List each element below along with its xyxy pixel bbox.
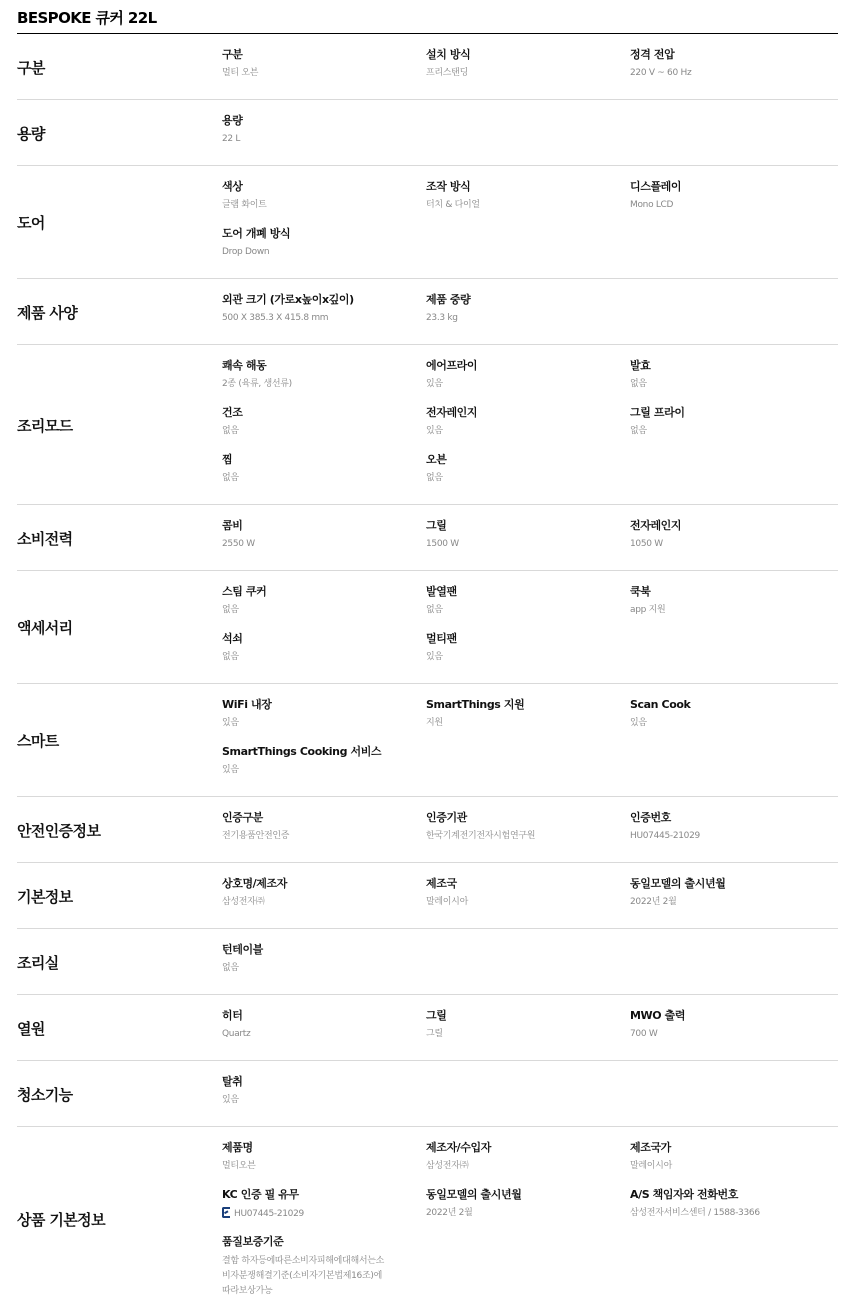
spec-item bbox=[630, 405, 825, 445]
spec-item bbox=[222, 631, 426, 671]
spec-item-value bbox=[222, 830, 426, 842]
spec-item-label: 용량 bbox=[222, 114, 243, 127]
spec-item-value bbox=[426, 67, 630, 79]
spec-item-value bbox=[222, 1207, 426, 1220]
spec-item-value-text: 500 X 385.3 X 415.8 mm bbox=[222, 313, 329, 323]
spec-item-value bbox=[426, 604, 630, 616]
spec-item-value-text: Drop Down bbox=[222, 247, 270, 257]
spec-item bbox=[426, 179, 630, 219]
spec-item bbox=[222, 1074, 426, 1114]
spec-item-value-text: 멀티오븐 bbox=[222, 1161, 256, 1171]
spec-item bbox=[630, 1140, 825, 1180]
spec-item-value bbox=[630, 1028, 825, 1040]
section-items bbox=[222, 179, 838, 266]
spec-item-label: 인증기관 bbox=[426, 811, 467, 824]
section-label: 제품 사양 bbox=[17, 303, 78, 322]
spec-item-value bbox=[426, 312, 630, 324]
spec-item-value-text: 삼성전자㈜ bbox=[426, 1161, 469, 1171]
spec-item bbox=[222, 518, 426, 558]
spec-item-value-text: 있음 bbox=[222, 718, 239, 728]
spec-item-label: 발효 bbox=[630, 359, 651, 372]
spec-item-label: 제조국 bbox=[426, 877, 457, 890]
spec-item bbox=[630, 358, 825, 398]
spec-item-value bbox=[222, 312, 426, 324]
spec-item-value-text: HU07445-21029 bbox=[630, 831, 700, 841]
spec-item-value bbox=[630, 1160, 825, 1172]
spec-item-value bbox=[222, 199, 426, 211]
spec-item-label: 탈취 bbox=[222, 1075, 243, 1088]
spec-table bbox=[17, 34, 838, 1311]
spec-item-value-text: 있음 bbox=[426, 426, 443, 436]
spec-item-value-text: 22 L bbox=[222, 134, 241, 144]
spec-item-label: 건조 bbox=[222, 406, 243, 419]
spec-item-value bbox=[630, 538, 825, 550]
spec-item bbox=[222, 226, 426, 266]
spec-section bbox=[17, 863, 838, 929]
spec-item-label: 쾌속 해동 bbox=[222, 359, 267, 372]
spec-item-value bbox=[630, 378, 825, 390]
spec-item bbox=[630, 1187, 825, 1227]
spec-item-value bbox=[630, 717, 825, 729]
spec-item-value-line: 따라보상가능 bbox=[222, 1286, 273, 1296]
spec-item-value-line: 비자분쟁해결기준(소비자기본법제16조)에 bbox=[222, 1271, 382, 1281]
spec-item-value bbox=[222, 133, 426, 145]
spec-item bbox=[630, 810, 825, 850]
spec-item-value bbox=[426, 1160, 630, 1172]
spec-item bbox=[222, 292, 426, 332]
spec-section bbox=[17, 505, 838, 571]
spec-section bbox=[17, 345, 838, 505]
spec-item-value-text: Mono LCD bbox=[630, 200, 674, 210]
spec-item bbox=[222, 876, 426, 916]
spec-item bbox=[222, 942, 426, 982]
spec-item-value-text: 700 W bbox=[630, 1029, 658, 1039]
spec-item-value bbox=[426, 830, 630, 842]
spec-section bbox=[17, 1127, 838, 1311]
spec-item bbox=[630, 876, 825, 916]
spec-item-label: 제조국가 bbox=[630, 1141, 671, 1154]
kc-mark-icon bbox=[222, 1207, 230, 1218]
spec-item-label: 설치 방식 bbox=[426, 48, 471, 61]
spec-item-label: 색상 bbox=[222, 180, 243, 193]
section-label: 소비전력 bbox=[17, 529, 73, 548]
spec-item-label: 그릴 bbox=[426, 1009, 447, 1022]
section-label: 열원 bbox=[17, 1019, 45, 1038]
spec-item bbox=[222, 810, 426, 850]
spec-item-label: 도어 개폐 방식 bbox=[222, 227, 291, 240]
spec-item-label: 에어프라이 bbox=[426, 359, 478, 372]
spec-item bbox=[222, 1234, 426, 1299]
section-label: 조리모드 bbox=[17, 416, 73, 435]
spec-item-value-text: Quartz bbox=[222, 1029, 251, 1039]
spec-item-label: SmartThings 지원 bbox=[426, 698, 525, 711]
section-label: 안전인증정보 bbox=[17, 821, 101, 840]
spec-item-value bbox=[222, 604, 426, 616]
section-items bbox=[222, 358, 838, 492]
spec-item-value bbox=[630, 1207, 825, 1219]
spec-item-value-text: 없음 bbox=[426, 605, 443, 615]
spec-item-label: A/S 책임자와 전화번호 bbox=[630, 1188, 738, 1201]
spec-item-value bbox=[426, 378, 630, 390]
spec-item-value bbox=[222, 764, 426, 776]
spec-item-value-line: 결함 하자등에따른소비자피해에대해서는소 bbox=[222, 1256, 385, 1266]
spec-item-label: 구분 bbox=[222, 48, 243, 61]
spec-item-label: 그릴 bbox=[426, 519, 447, 532]
spec-item-value-text: 1050 W bbox=[630, 539, 663, 549]
spec-item-value-text: 23.3 kg bbox=[426, 313, 458, 323]
section-label: 도어 bbox=[17, 214, 45, 232]
spec-item bbox=[426, 405, 630, 445]
section-items bbox=[222, 810, 838, 850]
spec-item-value bbox=[426, 425, 630, 437]
section-items bbox=[222, 113, 838, 153]
spec-item bbox=[426, 1140, 630, 1180]
spec-item-value bbox=[426, 1028, 630, 1040]
spec-item-value-text: 2022년 2월 bbox=[426, 1208, 473, 1218]
section-label: 기본정보 bbox=[17, 887, 73, 906]
spec-item-value bbox=[222, 717, 426, 729]
spec-item-value-text: 있음 bbox=[222, 1095, 239, 1105]
spec-section bbox=[17, 166, 838, 279]
spec-item bbox=[630, 179, 825, 219]
spec-item-value-text: 없음 bbox=[222, 963, 239, 973]
spec-item-value-text: 전기용품안전인증 bbox=[222, 831, 290, 841]
spec-item-value bbox=[426, 651, 630, 663]
spec-item-label: 동일모델의 출시년월 bbox=[630, 877, 726, 890]
spec-item-value-text: 말레이시아 bbox=[630, 1161, 672, 1171]
spec-item-label: SmartThings Cooking 서비스 bbox=[222, 745, 382, 758]
spec-item-value-text: 글램 화이트 bbox=[222, 200, 267, 210]
spec-item bbox=[426, 292, 630, 332]
spec-item-label: 콤비 bbox=[222, 519, 243, 532]
section-items bbox=[222, 292, 838, 332]
spec-item-label: 오븐 bbox=[426, 453, 447, 466]
spec-item bbox=[426, 518, 630, 558]
section-label: 조리실 bbox=[17, 953, 59, 972]
spec-item-label: 히터 bbox=[222, 1009, 243, 1022]
section-label: 액세서리 bbox=[17, 619, 73, 637]
spec-section bbox=[17, 929, 838, 995]
spec-item-value bbox=[222, 896, 426, 908]
spec-item-label: 품질보증기준 bbox=[222, 1235, 284, 1248]
spec-item-label: 그릴 프라이 bbox=[630, 406, 685, 419]
spec-item-value bbox=[222, 962, 426, 974]
spec-item bbox=[222, 452, 426, 492]
spec-item-label: 전자레인지 bbox=[426, 406, 478, 419]
spec-item-value-text: 프리스탠딩 bbox=[426, 68, 468, 78]
spec-item-value-text: 없음 bbox=[222, 426, 239, 436]
spec-item-value bbox=[426, 472, 630, 484]
spec-item-value-text: 있음 bbox=[222, 765, 239, 775]
spec-item-value-text: 없음 bbox=[630, 379, 647, 389]
spec-item-value-text: 없음 bbox=[222, 473, 239, 483]
spec-item-value-text: 없음 bbox=[222, 605, 239, 615]
section-label: 용량 bbox=[17, 124, 45, 143]
spec-section bbox=[17, 797, 838, 863]
spec-item-value-text: 없음 bbox=[426, 473, 443, 483]
spec-item-label: 턴테이블 bbox=[222, 943, 263, 956]
spec-item bbox=[630, 47, 825, 87]
spec-item-label: 전자레인지 bbox=[630, 519, 682, 532]
spec-item-label: 스팀 쿠커 bbox=[222, 585, 267, 598]
section-label: 구분 bbox=[17, 58, 45, 77]
spec-item-value bbox=[630, 199, 825, 211]
spec-item bbox=[222, 1008, 426, 1048]
spec-item bbox=[426, 452, 630, 492]
spec-item-value-text: 멀티 오븐 bbox=[222, 68, 259, 78]
spec-item bbox=[426, 584, 630, 624]
spec-item-value-text: app 지원 bbox=[630, 605, 666, 615]
spec-item-label: 쿡북 bbox=[630, 585, 651, 598]
spec-item-label: 인증구분 bbox=[222, 811, 263, 824]
spec-item bbox=[426, 1008, 630, 1048]
spec-item-label: 디스플레이 bbox=[630, 180, 682, 193]
spec-item-label: 정격 전압 bbox=[630, 48, 675, 61]
spec-item-label: 제품명 bbox=[222, 1141, 253, 1154]
spec-item bbox=[426, 631, 630, 671]
spec-item-value bbox=[222, 67, 426, 79]
spec-section bbox=[17, 995, 838, 1061]
spec-item-value-text: 그릴 bbox=[426, 1029, 443, 1039]
spec-item bbox=[630, 584, 825, 624]
spec-item-label: KC 인증 필 유무 bbox=[222, 1188, 299, 1201]
spec-item-value bbox=[426, 199, 630, 211]
spec-item bbox=[222, 47, 426, 87]
spec-item-value bbox=[222, 1254, 426, 1299]
spec-item bbox=[222, 1140, 426, 1180]
spec-item-value-text: 있음 bbox=[426, 652, 443, 662]
spec-item-value-text: 삼성전자㈜ bbox=[222, 897, 265, 907]
spec-item-value-text: HU07445-21029 bbox=[234, 1209, 304, 1219]
spec-item-value-text: 있음 bbox=[630, 718, 647, 728]
spec-item-value-text: 한국기계전기전자시험연구원 bbox=[426, 831, 536, 841]
spec-item bbox=[222, 405, 426, 445]
spec-item bbox=[222, 744, 426, 784]
section-items bbox=[222, 942, 838, 982]
spec-item-value bbox=[222, 651, 426, 663]
spec-item-label: MWO 출력 bbox=[630, 1009, 686, 1022]
spec-item-value-text: 2022년 2월 bbox=[630, 897, 677, 907]
spec-item-value-text: 터치 & 다이얼 bbox=[426, 200, 480, 210]
spec-item-label: 찜 bbox=[222, 453, 233, 466]
spec-item bbox=[426, 697, 630, 737]
spec-item bbox=[222, 697, 426, 737]
section-items bbox=[222, 518, 838, 558]
spec-section bbox=[17, 1061, 838, 1127]
spec-item bbox=[222, 584, 426, 624]
spec-item bbox=[222, 358, 426, 398]
spec-item bbox=[426, 358, 630, 398]
spec-item-value bbox=[426, 717, 630, 729]
section-items bbox=[222, 1008, 838, 1048]
spec-item-value bbox=[630, 604, 825, 616]
spec-item bbox=[426, 1187, 630, 1227]
spec-item-value-text: 있음 bbox=[426, 379, 443, 389]
spec-item-value bbox=[222, 378, 426, 390]
spec-item-value bbox=[222, 1094, 426, 1106]
spec-item-label: WiFi 내장 bbox=[222, 698, 272, 711]
spec-item-label: 외관 크기 (가로x높이x깊이) bbox=[222, 293, 354, 306]
spec-item bbox=[222, 1187, 426, 1227]
section-items bbox=[222, 876, 838, 916]
spec-item-value-text: 2550 W bbox=[222, 539, 255, 549]
spec-item-value bbox=[630, 830, 825, 842]
spec-item bbox=[630, 697, 825, 737]
section-label: 상품 기본정보 bbox=[17, 1211, 105, 1229]
section-items bbox=[222, 697, 838, 784]
spec-section bbox=[17, 34, 838, 100]
spec-section bbox=[17, 571, 838, 684]
spec-item-value-text: 삼성전자서비스센터 / 1588-3366 bbox=[630, 1208, 760, 1218]
spec-item-label: 멀티팬 bbox=[426, 632, 457, 645]
spec-item bbox=[630, 1008, 825, 1048]
spec-section bbox=[17, 279, 838, 345]
spec-item-value bbox=[222, 538, 426, 550]
spec-item-label: 발열팬 bbox=[426, 585, 457, 598]
spec-item bbox=[426, 876, 630, 916]
spec-item-value bbox=[222, 1028, 426, 1040]
spec-item-label: 인증번호 bbox=[630, 811, 671, 824]
spec-item-label: 상호명/제조자 bbox=[222, 877, 287, 890]
spec-item-value bbox=[426, 1207, 630, 1219]
spec-section bbox=[17, 100, 838, 166]
spec-item-label: 제품 중량 bbox=[426, 293, 471, 306]
spec-item-value bbox=[630, 425, 825, 437]
spec-item bbox=[426, 810, 630, 850]
section-items bbox=[222, 1074, 838, 1114]
section-items bbox=[222, 47, 838, 87]
spec-item-value bbox=[222, 1160, 426, 1172]
section-items bbox=[222, 1140, 838, 1299]
spec-item-value-text: 지원 bbox=[426, 718, 443, 728]
spec-section bbox=[17, 684, 838, 797]
spec-item-value-text: 없음 bbox=[222, 652, 239, 662]
section-items bbox=[222, 584, 838, 671]
spec-item-value-text: 없음 bbox=[630, 426, 647, 436]
page-title: BESPOKE 큐커 22L bbox=[17, 0, 838, 34]
spec-item-value-text: 220 V ~ 60 Hz bbox=[630, 68, 692, 78]
spec-item-value-text: 1500 W bbox=[426, 539, 459, 549]
section-label: 청소기능 bbox=[17, 1085, 73, 1104]
spec-item bbox=[426, 47, 630, 87]
spec-item-value-text: 말레이시아 bbox=[426, 897, 468, 907]
spec-item-label: 조작 방식 bbox=[426, 180, 471, 193]
spec-item-value bbox=[222, 425, 426, 437]
spec-item-label: Scan Cook bbox=[630, 698, 691, 711]
spec-item-value bbox=[426, 538, 630, 550]
spec-item-label: 동일모델의 출시년월 bbox=[426, 1188, 522, 1201]
spec-item bbox=[222, 179, 426, 219]
spec-item-value bbox=[426, 896, 630, 908]
spec-item-value-text: 2종 (육류, 생선류) bbox=[222, 379, 292, 389]
spec-item-label: 제조자/수입자 bbox=[426, 1141, 491, 1154]
spec-item bbox=[630, 518, 825, 558]
section-label: 스마트 bbox=[17, 732, 59, 750]
spec-item-value bbox=[630, 67, 825, 79]
spec-item-label: 석쇠 bbox=[222, 632, 243, 645]
spec-item-value bbox=[222, 246, 426, 258]
spec-item-value bbox=[630, 896, 825, 908]
spec-item-value bbox=[222, 472, 426, 484]
spec-item bbox=[222, 113, 426, 153]
